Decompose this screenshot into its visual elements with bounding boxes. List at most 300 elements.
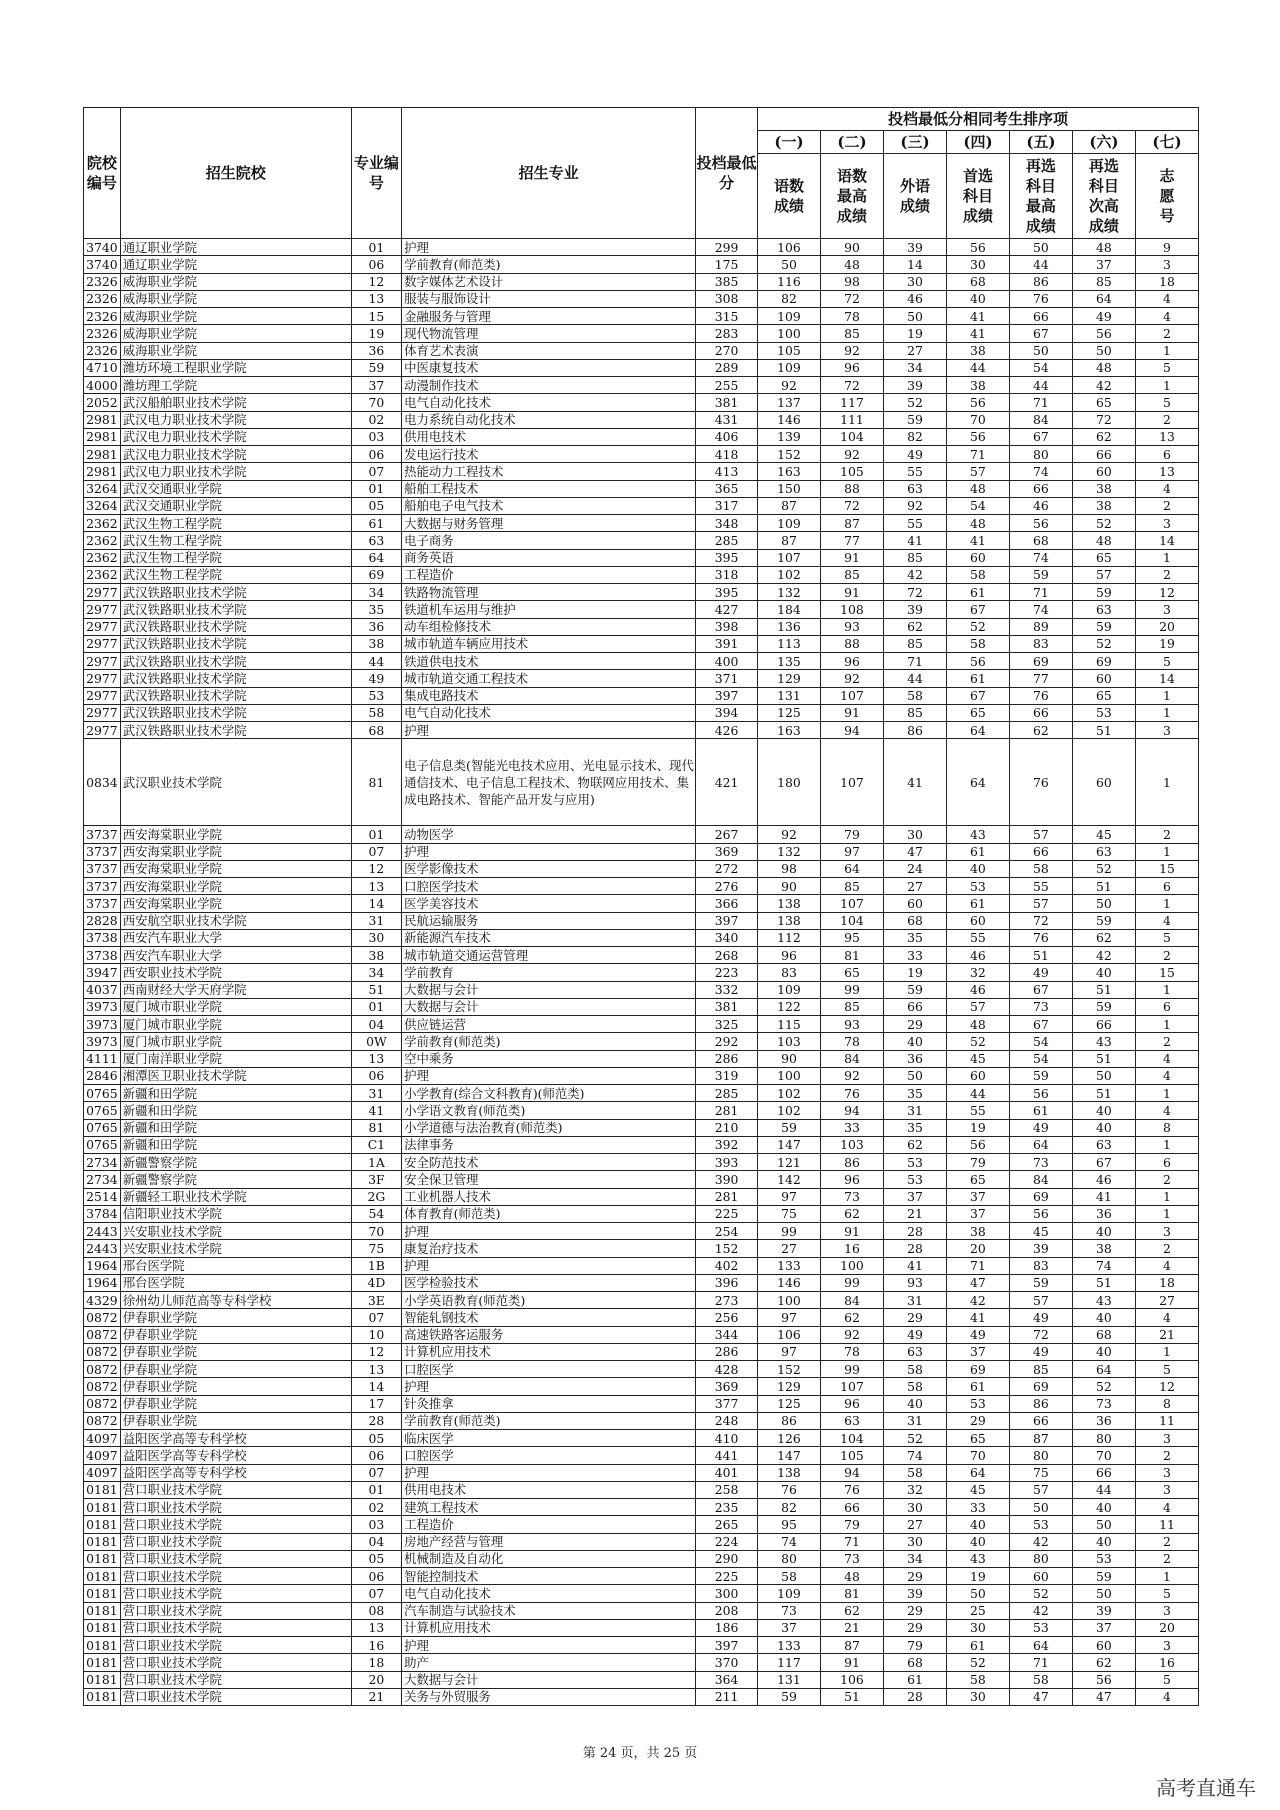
cell-preference-no: 21 [1135, 1326, 1198, 1343]
cell-school: 营口职业技术学院 [120, 1688, 351, 1705]
cell-chinese-math: 58 [758, 1568, 821, 1585]
cell-chinese-math-max: 92 [820, 1326, 883, 1343]
cell-chinese-math: 105 [758, 342, 821, 359]
cell-preference-no: 2 [1135, 1550, 1198, 1567]
cell-elective-second: 62 [1072, 929, 1135, 946]
header-sub-label: 语数最高成绩 [820, 154, 883, 239]
cell-school: 营口职业技术学院 [120, 1602, 351, 1619]
cell-elective-max: 59 [1009, 1274, 1072, 1291]
cell-min-score: 317 [696, 497, 758, 514]
table-body [84, 239, 1199, 1706]
cell-foreign-language: 29 [883, 1309, 946, 1326]
cell-foreign-language: 66 [883, 998, 946, 1015]
cell-first-subject: 30 [946, 1619, 1009, 1636]
cell-elective-second: 40 [1072, 1223, 1135, 1240]
cell-preference-no: 3 [1135, 256, 1198, 273]
cell-elective-second: 53 [1072, 1550, 1135, 1567]
cell-elective-second: 63 [1072, 843, 1135, 860]
cell-min-score: 369 [696, 1378, 758, 1395]
cell-min-score: 319 [696, 1067, 758, 1084]
cell-major-code: 3F [351, 1171, 401, 1188]
cell-chinese-math-max: 97 [820, 843, 883, 860]
cell-first-subject: 70 [946, 1447, 1009, 1464]
cell-school: 营口职业技术学院 [120, 1516, 351, 1533]
cell-preference-no: 8 [1135, 1119, 1198, 1136]
cell-preference-no: 4 [1135, 1067, 1198, 1084]
table-row [84, 1447, 1199, 1464]
cell-elective-second: 48 [1072, 532, 1135, 549]
cell-major: 金融服务与管理 [402, 308, 696, 325]
table-row [84, 1412, 1199, 1429]
cell-school-code: 0765 [84, 1136, 121, 1153]
header-sub-num: (三) [883, 131, 946, 154]
cell-first-subject: 79 [946, 1154, 1009, 1171]
cell-min-score: 268 [696, 947, 758, 964]
cell-first-subject: 41 [946, 308, 1009, 325]
cell-min-score: 402 [696, 1257, 758, 1274]
cell-preference-no: 9 [1135, 239, 1198, 256]
cell-elective-second: 65 [1072, 549, 1135, 566]
cell-chinese-math: 100 [758, 1292, 821, 1309]
cell-school-code: 2981 [84, 446, 121, 463]
cell-major: 电力系统自动化技术 [402, 411, 696, 428]
cell-foreign-language: 62 [883, 1136, 946, 1153]
cell-school: 厦门南洋职业学院 [120, 1050, 351, 1067]
cell-major: 发电运行技术 [402, 446, 696, 463]
cell-min-score: 289 [696, 359, 758, 376]
cell-elective-second: 56 [1072, 325, 1135, 342]
cell-foreign-language: 40 [883, 1033, 946, 1050]
cell-elective-max: 54 [1009, 359, 1072, 376]
cell-preference-no: 4 [1135, 480, 1198, 497]
cell-major: 口腔医学 [402, 1447, 696, 1464]
cell-elective-max: 46 [1009, 497, 1072, 514]
cell-major: 护理 [402, 1637, 696, 1654]
cell-school-code: 0181 [84, 1671, 121, 1688]
cell-first-subject: 19 [946, 1568, 1009, 1585]
cell-min-score: 398 [696, 618, 758, 635]
table-row [84, 618, 1199, 635]
cell-school: 西南财经大学天府学院 [120, 981, 351, 998]
cell-foreign-language: 39 [883, 1585, 946, 1602]
cell-preference-no: 4 [1135, 1309, 1198, 1326]
header-sub-num: (四) [946, 131, 1009, 154]
table-row [84, 653, 1199, 670]
table-row [84, 1585, 1199, 1602]
cell-elective-second: 44 [1072, 1481, 1135, 1498]
cell-first-subject: 29 [946, 1412, 1009, 1429]
cell-chinese-math-max: 88 [820, 635, 883, 652]
table-row [84, 1171, 1199, 1188]
cell-foreign-language: 34 [883, 1550, 946, 1567]
cell-first-subject: 54 [946, 497, 1009, 514]
cell-major-code: 81 [351, 739, 401, 826]
cell-elective-max: 83 [1009, 1257, 1072, 1274]
cell-preference-no: 2 [1135, 1533, 1198, 1550]
cell-min-score: 394 [696, 704, 758, 721]
cell-major-code: 02 [351, 411, 401, 428]
cell-chinese-math-max: 91 [820, 549, 883, 566]
cell-foreign-language: 50 [883, 308, 946, 325]
cell-elective-max: 44 [1009, 377, 1072, 394]
cell-chinese-math-max: 95 [820, 929, 883, 946]
cell-major: 电气自动化技术 [402, 704, 696, 721]
cell-preference-no: 3 [1135, 1481, 1198, 1498]
cell-first-subject: 57 [946, 463, 1009, 480]
cell-school: 兴安职业技术学院 [120, 1240, 351, 1257]
cell-elective-max: 67 [1009, 1016, 1072, 1033]
table-row [84, 480, 1199, 497]
cell-min-score: 381 [696, 394, 758, 411]
cell-chinese-math-max: 21 [820, 1619, 883, 1636]
cell-school: 武汉电力职业技术学院 [120, 446, 351, 463]
cell-major: 数字媒体艺术设计 [402, 273, 696, 290]
cell-major-code: 07 [351, 463, 401, 480]
cell-school-code: 0765 [84, 1119, 121, 1136]
cell-first-subject: 56 [946, 428, 1009, 445]
cell-school: 湘潭医卫职业技术学院 [120, 1067, 351, 1084]
cell-preference-no: 6 [1135, 878, 1198, 895]
cell-major-code: 36 [351, 342, 401, 359]
cell-major-code: 07 [351, 1309, 401, 1326]
cell-preference-no: 12 [1135, 1378, 1198, 1395]
cell-major: 汽车制造与试验技术 [402, 1602, 696, 1619]
cell-chinese-math: 133 [758, 1637, 821, 1654]
cell-elective-second: 38 [1072, 480, 1135, 497]
cell-chinese-math-max: 48 [820, 256, 883, 273]
cell-school-code: 2514 [84, 1188, 121, 1205]
cell-elective-max: 60 [1009, 1568, 1072, 1585]
table-row [84, 342, 1199, 359]
cell-school: 新疆和田学院 [120, 1085, 351, 1102]
cell-school: 武汉电力职业技术学院 [120, 411, 351, 428]
cell-foreign-language: 60 [883, 895, 946, 912]
table-row [84, 1654, 1199, 1671]
cell-elective-second: 64 [1072, 290, 1135, 307]
cell-school: 兴安职业技术学院 [120, 1223, 351, 1240]
cell-first-subject: 50 [946, 1585, 1009, 1602]
cell-school: 营口职业技术学院 [120, 1637, 351, 1654]
cell-major-code: 1A [351, 1154, 401, 1171]
cell-first-subject: 52 [946, 618, 1009, 635]
cell-major: 铁道机车运用与维护 [402, 601, 696, 618]
cell-school: 武汉职业技术学院 [120, 739, 351, 826]
cell-min-score: 370 [696, 1654, 758, 1671]
cell-major: 供应链运营 [402, 1016, 696, 1033]
cell-school-code: 3264 [84, 497, 121, 514]
table-row [84, 566, 1199, 583]
cell-major: 智能轧钢技术 [402, 1309, 696, 1326]
cell-preference-no: 16 [1135, 1654, 1198, 1671]
cell-first-subject: 43 [946, 1550, 1009, 1567]
cell-elective-second: 74 [1072, 1257, 1135, 1274]
cell-elective-second: 50 [1072, 1067, 1135, 1084]
cell-elective-second: 36 [1072, 1412, 1135, 1429]
cell-major: 小学英语教育(师范类) [402, 1292, 696, 1309]
cell-major-code: 49 [351, 670, 401, 687]
cell-first-subject: 65 [946, 1171, 1009, 1188]
cell-chinese-math: 103 [758, 1033, 821, 1050]
cell-chinese-math-max: 73 [820, 1188, 883, 1205]
cell-elective-second: 60 [1072, 739, 1135, 826]
table-row [84, 239, 1199, 256]
header-sub-label: 首选科目成绩 [946, 154, 1009, 239]
cell-preference-no: 2 [1135, 325, 1198, 342]
cell-elective-second: 63 [1072, 601, 1135, 618]
cell-chinese-math-max: 62 [820, 1602, 883, 1619]
cell-elective-max: 54 [1009, 1050, 1072, 1067]
cell-foreign-language: 19 [883, 325, 946, 342]
table-row [84, 1326, 1199, 1343]
cell-foreign-language: 37 [883, 1188, 946, 1205]
cell-school-code: 2828 [84, 912, 121, 929]
cell-major-code: 35 [351, 601, 401, 618]
cell-major: 集成电路技术 [402, 687, 696, 704]
cell-elective-second: 40 [1072, 1533, 1135, 1550]
cell-chinese-math: 99 [758, 1223, 821, 1240]
cell-major-code: 54 [351, 1205, 401, 1222]
cell-chinese-math: 50 [758, 256, 821, 273]
cell-school: 益阳医学高等专科学校 [120, 1430, 351, 1447]
table-row [84, 929, 1199, 946]
table-header [84, 108, 1199, 239]
cell-major: 口腔医学技术 [402, 878, 696, 895]
cell-elective-second: 69 [1072, 653, 1135, 670]
cell-elective-second: 43 [1072, 1292, 1135, 1309]
cell-major-code: 3E [351, 1292, 401, 1309]
cell-foreign-language: 55 [883, 515, 946, 532]
table-row [84, 912, 1199, 929]
table-row [84, 964, 1199, 981]
table-row [84, 1637, 1199, 1654]
cell-school-code: 4329 [84, 1292, 121, 1309]
cell-min-score: 290 [696, 1550, 758, 1567]
cell-major-code: 21 [351, 1688, 401, 1705]
cell-major: 学前教育(师范类) [402, 1412, 696, 1429]
cell-school: 武汉铁路职业技术学院 [120, 584, 351, 601]
cell-chinese-math: 139 [758, 428, 821, 445]
cell-min-score: 400 [696, 653, 758, 670]
cell-foreign-language: 28 [883, 1240, 946, 1257]
cell-school: 武汉电力职业技术学院 [120, 463, 351, 480]
cell-elective-second: 57 [1072, 566, 1135, 583]
cell-preference-no: 4 [1135, 308, 1198, 325]
cell-preference-no: 1 [1135, 1568, 1198, 1585]
cell-chinese-math-max: 72 [820, 377, 883, 394]
cell-preference-no: 3 [1135, 1637, 1198, 1654]
cell-min-score: 186 [696, 1619, 758, 1636]
cell-elective-second: 66 [1072, 1464, 1135, 1481]
table-row [84, 1033, 1199, 1050]
cell-preference-no: 12 [1135, 584, 1198, 601]
cell-school-code: 0765 [84, 1085, 121, 1102]
cell-chinese-math: 82 [758, 1499, 821, 1516]
cell-school: 威海职业学院 [120, 290, 351, 307]
cell-foreign-language: 30 [883, 273, 946, 290]
table-row [84, 1050, 1199, 1067]
cell-preference-no: 1 [1135, 1085, 1198, 1102]
cell-foreign-language: 46 [883, 290, 946, 307]
cell-chinese-math: 102 [758, 1085, 821, 1102]
cell-chinese-math-max: 85 [820, 878, 883, 895]
cell-preference-no: 1 [1135, 704, 1198, 721]
cell-major-code: 01 [351, 998, 401, 1015]
cell-elective-max: 76 [1009, 687, 1072, 704]
cell-major-code: 05 [351, 1430, 401, 1447]
cell-elective-second: 41 [1072, 1188, 1135, 1205]
cell-elective-max: 57 [1009, 895, 1072, 912]
cell-first-subject: 60 [946, 912, 1009, 929]
table-row [84, 446, 1199, 463]
cell-elective-second: 40 [1072, 1119, 1135, 1136]
cell-min-score: 224 [696, 1533, 758, 1550]
cell-min-score: 281 [696, 1188, 758, 1205]
cell-major-code: 01 [351, 239, 401, 256]
cell-major: 电气自动化技术 [402, 1585, 696, 1602]
table-row [84, 428, 1199, 445]
cell-preference-no: 5 [1135, 394, 1198, 411]
cell-foreign-language: 61 [883, 1671, 946, 1688]
cell-major: 大数据与会计 [402, 981, 696, 998]
cell-chinese-math: 109 [758, 308, 821, 325]
cell-foreign-language: 27 [883, 1516, 946, 1533]
cell-school: 威海职业学院 [120, 325, 351, 342]
cell-chinese-math: 132 [758, 843, 821, 860]
cell-first-subject: 69 [946, 1361, 1009, 1378]
cell-foreign-language: 68 [883, 912, 946, 929]
cell-elective-max: 66 [1009, 1412, 1072, 1429]
cell-school-code: 2734 [84, 1154, 121, 1171]
cell-first-subject: 43 [946, 826, 1009, 843]
cell-chinese-math: 136 [758, 618, 821, 635]
cell-elective-second: 46 [1072, 1171, 1135, 1188]
cell-major: 医学影像技术 [402, 860, 696, 877]
header-sub-label: 外语成绩 [883, 154, 946, 239]
cell-preference-no: 2 [1135, 411, 1198, 428]
cell-school-code: 0181 [84, 1688, 121, 1705]
cell-chinese-math: 125 [758, 1395, 821, 1412]
cell-first-subject: 45 [946, 1481, 1009, 1498]
page-number: 第 24 页，共 25 页 [582, 1746, 698, 1761]
cell-school-code: 0181 [84, 1516, 121, 1533]
cell-school: 武汉电力职业技术学院 [120, 428, 351, 445]
cell-elective-second: 72 [1072, 411, 1135, 428]
cell-chinese-math-max: 105 [820, 1447, 883, 1464]
cell-first-subject: 41 [946, 325, 1009, 342]
cell-chinese-math-max: 91 [820, 704, 883, 721]
cell-elective-second: 37 [1072, 1619, 1135, 1636]
cell-preference-no: 20 [1135, 618, 1198, 635]
cell-elective-max: 42 [1009, 1533, 1072, 1550]
cell-school: 潍坊理工学院 [120, 377, 351, 394]
cell-school: 武汉铁路职业技术学院 [120, 653, 351, 670]
cell-school: 西安海棠职业学院 [120, 860, 351, 877]
cell-major-code: 01 [351, 1481, 401, 1498]
cell-major: 铁道供电技术 [402, 653, 696, 670]
table-row [84, 1395, 1199, 1412]
cell-major: 护理 [402, 1067, 696, 1084]
cell-chinese-math-max: 96 [820, 1171, 883, 1188]
cell-school-code: 0872 [84, 1395, 121, 1412]
cell-elective-max: 49 [1009, 1343, 1072, 1360]
table-row [84, 325, 1199, 342]
cell-first-subject: 61 [946, 843, 1009, 860]
cell-preference-no: 1 [1135, 377, 1198, 394]
cell-chinese-math: 37 [758, 1619, 821, 1636]
cell-preference-no: 3 [1135, 1602, 1198, 1619]
cell-foreign-language: 63 [883, 1343, 946, 1360]
cell-chinese-math: 102 [758, 1102, 821, 1119]
cell-chinese-math: 102 [758, 566, 821, 583]
cell-first-subject: 60 [946, 1067, 1009, 1084]
cell-school-code: 4097 [84, 1430, 121, 1447]
cell-min-score: 281 [696, 1102, 758, 1119]
cell-min-score: 340 [696, 929, 758, 946]
cell-elective-max: 86 [1009, 273, 1072, 290]
cell-chinese-math-max: 85 [820, 998, 883, 1015]
cell-chinese-math: 97 [758, 1343, 821, 1360]
cell-elective-second: 49 [1072, 308, 1135, 325]
cell-elective-max: 74 [1009, 549, 1072, 566]
cell-chinese-math: 96 [758, 947, 821, 964]
cell-school: 伊春职业学院 [120, 1378, 351, 1395]
cell-min-score: 396 [696, 1274, 758, 1291]
cell-elective-second: 73 [1072, 1395, 1135, 1412]
cell-preference-no: 11 [1135, 1412, 1198, 1429]
cell-chinese-math: 75 [758, 1205, 821, 1222]
cell-elective-max: 56 [1009, 515, 1072, 532]
cell-elective-second: 60 [1072, 1637, 1135, 1654]
cell-chinese-math: 163 [758, 722, 821, 739]
cell-chinese-math: 113 [758, 635, 821, 652]
cell-school-code: 3784 [84, 1205, 121, 1222]
cell-elective-max: 84 [1009, 1171, 1072, 1188]
cell-major: 安全保卫管理 [402, 1171, 696, 1188]
cell-chinese-math: 27 [758, 1240, 821, 1257]
cell-chinese-math-max: 93 [820, 618, 883, 635]
cell-first-subject: 56 [946, 653, 1009, 670]
cell-min-score: 421 [696, 739, 758, 826]
cell-elective-max: 53 [1009, 1516, 1072, 1533]
cell-first-subject: 49 [946, 1326, 1009, 1343]
cell-min-score: 254 [696, 1223, 758, 1240]
header-school-code: 院校编号 [84, 108, 121, 239]
cell-school-code: 3737 [84, 860, 121, 877]
cell-major-code: 06 [351, 1067, 401, 1084]
cell-school-code: 3737 [84, 826, 121, 843]
cell-chinese-math: 152 [758, 1361, 821, 1378]
cell-preference-no: 15 [1135, 860, 1198, 877]
cell-elective-max: 64 [1009, 1136, 1072, 1153]
cell-school: 营口职业技术学院 [120, 1585, 351, 1602]
cell-school-code: 4111 [84, 1050, 121, 1067]
cell-school: 西安航空职业技术学院 [120, 912, 351, 929]
cell-first-subject: 40 [946, 860, 1009, 877]
cell-foreign-language: 52 [883, 394, 946, 411]
cell-first-subject: 53 [946, 1395, 1009, 1412]
cell-chinese-math-max: 111 [820, 411, 883, 428]
cell-min-score: 364 [696, 1671, 758, 1688]
cell-min-score: 426 [696, 722, 758, 739]
cell-school: 武汉铁路职业技术学院 [120, 618, 351, 635]
cell-elective-second: 42 [1072, 947, 1135, 964]
cell-school-code: 1964 [84, 1257, 121, 1274]
cell-school-code: 3737 [84, 878, 121, 895]
cell-preference-no: 27 [1135, 1292, 1198, 1309]
cell-first-subject: 44 [946, 359, 1009, 376]
cell-chinese-math: 80 [758, 1550, 821, 1567]
cell-school-code: 2977 [84, 601, 121, 618]
